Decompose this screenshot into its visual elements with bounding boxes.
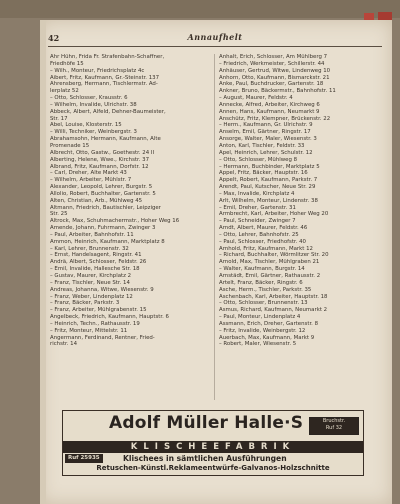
ad-tagline: Klischees in sämtlichen Ausführungen (123, 454, 287, 463)
ad-services: Retuschen-Künstl.Reklameentwürfe-Galvanos-Holzschnitte (96, 464, 330, 472)
directory-entry: Asmus, Richard, Kaufmann, Neumarkt 2 (219, 307, 328, 314)
directory-entry: – Ernst, Handelsagent, Ringstr. 41 (50, 252, 142, 259)
directory-entry: Apel, Heinrich, Lehrer, Schulstr. 12 (219, 149, 313, 156)
directory-entry: – Emil, Invalide, Hallesche Str. 18 (50, 266, 140, 273)
directory-entry: Armbrecht, Karl, Arbeiter, Hoher Weg 20 (219, 211, 329, 218)
directory-entry: Aibert, Fritz, Kaufmann, Gr.-Steinstr. 137 (50, 74, 160, 81)
directory-entry: Appelt, Robert, Kaufmann, Parkstr. 7 (219, 177, 318, 184)
directory-column-right (219, 54, 377, 348)
directory-entry: – Otto, Schlosser, Krausstr. 6 (50, 95, 128, 102)
directory-entry: Asche, Herm., Tischler, Parkstr. 35 (219, 286, 312, 293)
directory-entry: Anke, Paul, Buchdrucker, Gartenstr. 18 (219, 81, 324, 88)
directory-entry: Str. 25 (50, 211, 68, 218)
ad-company-name: Adolf Müller Halle·S (109, 413, 304, 433)
directory-entry: – Max, Invalide, Kirchplatz 4 (219, 190, 295, 197)
running-head: Annaufhelt (187, 32, 243, 42)
directory-entry: Str. 17 (50, 115, 68, 122)
directory-entry: richstr. 14 (50, 341, 78, 348)
directory-entry: – Willi, Techniker, Weinbergstr. 3 (50, 129, 137, 136)
page-header (48, 30, 382, 44)
directory-entry: – Fritz, Monteur, Mittelstr. 11 (50, 327, 128, 334)
directory-entry: Amende, Johann, Fuhrmann, Zwinger 3 (50, 225, 156, 232)
directory-entry: – Heinrich, Techn., Rathausstr. 19 (50, 320, 140, 327)
directory-entry: Andrä, Albert, Schlosser, Feldstr. 26 (50, 259, 147, 266)
directory-column-left (50, 54, 208, 348)
directory-entry: Abrahamsohn, Hermann, Kaufmann, Alte (50, 136, 161, 143)
directory-entry: – Gustav, Maurer, Kirchplatz 2 (50, 273, 132, 279)
directory-entry: Assmann, Erich, Dreher, Gartenstr. 8 (219, 320, 319, 327)
directory-entry: – Wilhelm, Arbeiter, Mühlstr. 7 (50, 177, 132, 184)
directory-entry: lerplatz 52 (50, 88, 79, 95)
directory-entry: – Richard, Buchhalter, Wörmlitzer Str. 20 (219, 252, 329, 259)
directory-entry: Friedhöfe 15 (50, 60, 84, 67)
directory-entry: – Friedrich, Werkmeister, Schillerstr. 44 (219, 60, 325, 67)
directory-entry: Anschütz, Fritz, Klempner, Brückenstr. 22 (219, 115, 331, 122)
directory-entry: – Wilh., Monteur, Friedrichsplatz 4c (50, 67, 145, 74)
directory-entry: – Karl, Lehrer, Brunnenstr. 32 (50, 245, 129, 252)
directory-entry: – Fritz, Invalide, Weinbergstr. 12 (219, 327, 306, 334)
directory-entry: Auerbach, Max, Kaufmann, Markt 9 (219, 334, 315, 341)
directory-entry: Altmann, Friedrich, Bautischler, Leipziger (50, 204, 161, 211)
directory-entry: – Otto, Schlosser, Brunnenstr. 13 (219, 300, 308, 307)
directory-entry: – Walter, Kaufmann, Burgstr. 14 (219, 266, 305, 273)
ad-tagline-row (63, 454, 363, 464)
ad-factory-band: KLISCHEEFABRIK (63, 441, 363, 453)
directory-entry: Artelt, Franz, Bäcker, Ringstr. 6 (219, 279, 303, 286)
directory-entry: Arndt, Albert, Maurer, Feldstr. 46 (219, 225, 308, 232)
directory-entry: Anton, Karl, Tischler, Feldstr. 33 (219, 142, 305, 149)
directory-entry: – Wilhelm, Invalide, Ulrichstr. 38 (50, 101, 137, 108)
directory-entry: – Paul, Arbeiter, Bahnhofstr. 11 (50, 231, 134, 238)
directory-entry: – Emil, Dreher, Gartenstr. 31 (219, 204, 296, 211)
directory-entry: Arnhold, Fritz, Kaufmann, Markt 12 (219, 245, 313, 252)
directory-entry: Angermann, Ferdinand, Rentner, Fried- (50, 334, 155, 341)
directory-entry: Angelbeck, Friedrich, Kaufmann, Hauptstr. 6 (50, 314, 169, 321)
ad-banner (63, 411, 363, 441)
directory-entry: Arlt, Wilhelm, Monteur, Lindenstr. 38 (219, 197, 318, 204)
directory-entry: Allolio, Robert, Buchhalter, Gartenstr. 5 (50, 190, 156, 197)
directory-entry: – Franz, Weber, Lindenplatz 12 (50, 293, 133, 300)
directory-entry: Ankner, Bruno, Bäckermstr., Bahnhofstr. 11 (219, 88, 336, 95)
directory-entry: – Franz, Tischler, Neue Str. 14 (50, 279, 130, 286)
directory-entry: Anhäuser, Gertrud, Witwe, Lindenweg 10 (219, 67, 331, 74)
directory-entry: – August, Maurer, Feldstr. 4 (219, 95, 293, 102)
directory-entry: Ammon, Heinrich, Kaufmann, Marktplatz 8 (50, 238, 165, 245)
directory-entry: – Paul, Schlosser, Friedhofstr. 40 (219, 238, 306, 245)
directory-entry: Annecke, Alfred, Arbeiter, Kirchweg 6 (219, 101, 320, 108)
directory-entry: Anhorn, Otto, Kaufmann, Bismarckstr. 21 (219, 74, 330, 81)
directory-entry: Arnold, Max, Tischler, Mühlgraben 21 (219, 259, 320, 266)
directory-entry: Altrock, Max, Schuhmachermstr., Hoher Weg 16 (50, 218, 180, 225)
directory-entry: Ahr Hühn, Frida Fr. Strafenbahn-Schaffner, (50, 54, 165, 60)
directory-entry: – Hermann, Buchbinder, Marktplatz 5 (219, 163, 320, 170)
page-number: 42 (48, 33, 60, 43)
ad-address-phone: Ruf 32 (325, 425, 343, 431)
directory-entry: – Carl, Dreher, Alte Markt 43 (50, 170, 127, 177)
column-divider (214, 54, 215, 400)
directory-entry: Anselm, Emil, Gärtner, Ringstr. 17 (219, 129, 311, 136)
directory-entry: Albrecht, Otto, Gastw., Goethestr. 24 II (50, 149, 155, 156)
directory-entry: Ahrensberg, Hermann, Tischlermstr. Ad- (50, 81, 158, 88)
directory-entry: Aschenbach, Karl, Arbeiter, Hauptstr. 18 (219, 293, 328, 300)
directory-entry: Andreas, Johanna, Witwe, Wiesenstr. 9 (50, 286, 154, 293)
directory-entry: – Franz, Bäcker, Parkstr. 3 (50, 300, 120, 307)
directory-entry: – Robert, Maler, Wiesenstr. 5 (219, 341, 297, 348)
directory-entry: – Herm., Kaufmann, Gr. Ulrichstr. 9 (219, 122, 313, 129)
directory-entry: Anhalt, Erich, Schlosser, Am Mühlberg 7 (219, 54, 328, 60)
directory-entry: Appel, Fritz, Bäcker, Hauptstr. 16 (219, 170, 308, 177)
advertisement (62, 410, 364, 476)
directory-entry: Promenade 15 (50, 142, 90, 149)
desk-background (0, 0, 400, 18)
directory-entry: Alten, Christian, Arb., Mühlweg 45 (50, 197, 143, 204)
directory-entry: Alberting, Helene, Wwe., Kirchstr. 37 (50, 156, 149, 163)
ad-phone-badge: Ruf 25935 (65, 454, 103, 463)
directory-entry: Ansorge, Walter, Maler, Wiesenstr. 3 (219, 136, 317, 143)
directory-entry: – Otto, Lehrer, Bahnhofstr. 25 (219, 231, 299, 238)
header-rule (48, 46, 382, 47)
page-binding-edge (40, 20, 46, 504)
directory-entry: Annen, Hans, Kaufmann, Neumarkt 9 (219, 108, 320, 115)
directory-entry: – Franz, Arbeiter, Mühlgrabenstr. 15 (50, 307, 147, 314)
directory-entry: Arendt, Paul, Kutscher, Neue Str. 29 (219, 184, 316, 191)
directory-entry: Abel, Louise, Klosterstr. 15 (50, 122, 122, 129)
directory-entry: Alexander, Leopold, Lehrer, Burgstr. 5 (50, 184, 153, 191)
directory-entry: – Otto, Schlosser, Mühlweg 8 (219, 156, 298, 163)
directory-entry: Abbeck, Albert, Alfeld, Dehner-Baumeister, (50, 108, 166, 115)
directory-entry: Albrand, Fritz, Kaufmann, Dorfstr. 12 (50, 163, 149, 170)
directory-entry: Arnstädt, Emil, Gärtner, Rathausstr. 2 (219, 273, 321, 279)
directory-entry: – Paul, Monteur, Lindenplatz 4 (219, 314, 301, 321)
ad-address-line: Bruchstr. (322, 418, 346, 424)
directory-entry: – Paul, Schneider, Zwinger 7 (219, 218, 296, 225)
ad-address-box (309, 417, 359, 435)
